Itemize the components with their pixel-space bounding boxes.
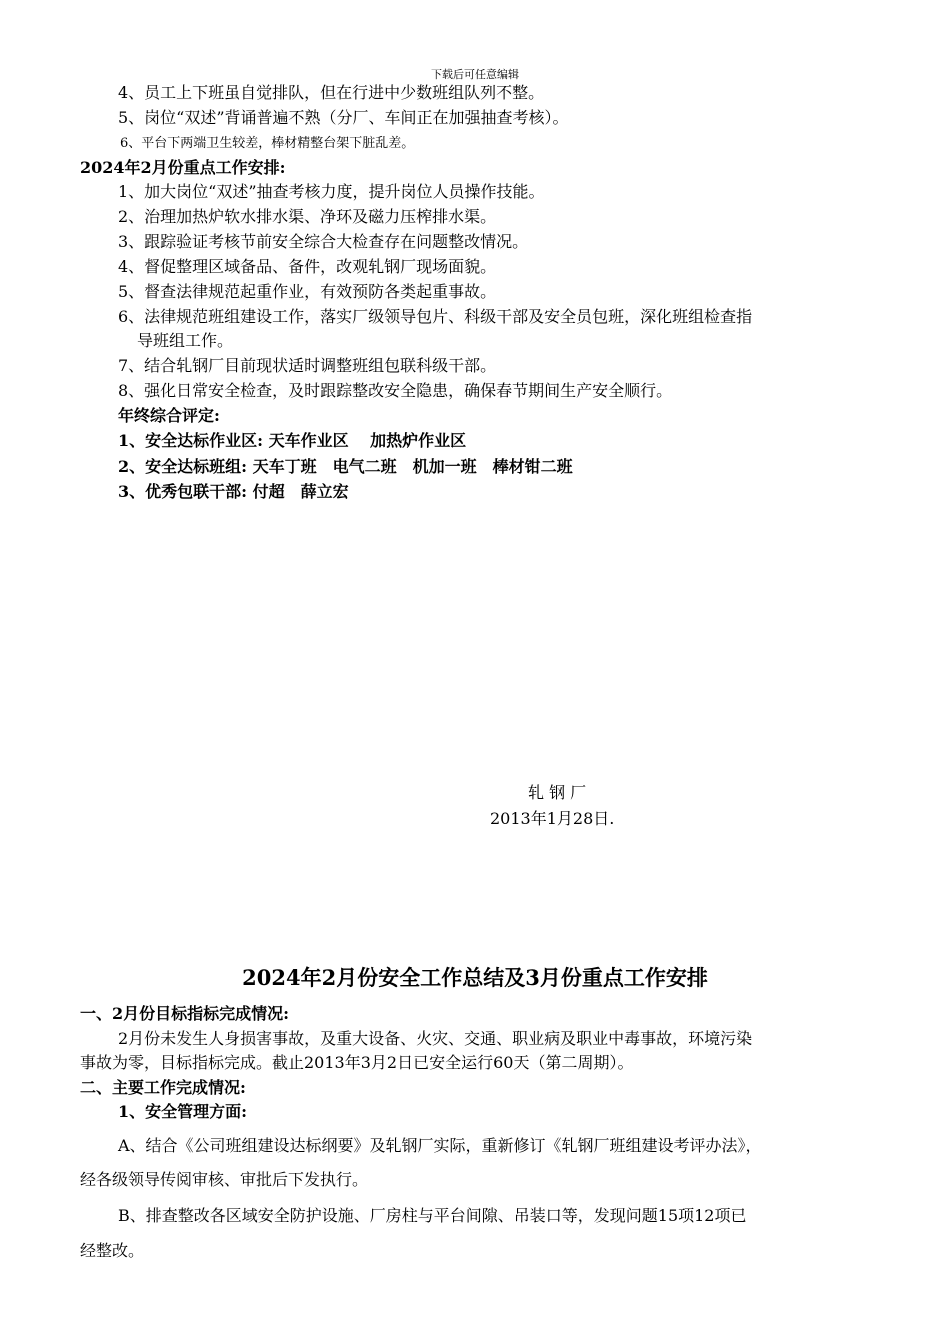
signature-date: 2013年1月28日. (490, 809, 615, 828)
section-heading: 一、2月份目标指标完成情况: (80, 1004, 290, 1023)
header-note: 下载后可任意编辑 (431, 68, 519, 81)
list-item: 4、员工上下班虽自觉排队，但在行进中少数班组队列不整。 (118, 83, 545, 102)
list-item: 1、安全达标作业区: 天车作业区 加热炉作业区 (118, 431, 467, 450)
paragraph-line: 经各级领导传阅审核、审批后下发执行。 (80, 1170, 369, 1189)
report-title: 2024年2月份安全工作总结及3月份重点工作安排 (242, 965, 708, 990)
list-item-continuation: 导班组工作。 (137, 331, 234, 350)
paragraph-line: 2月份未发生人身损害事故，及重大设备、火灾、交通、职业病及职业中毒事故，环境污染 (118, 1029, 753, 1048)
list-item: 5、岗位“双述”背诵普遍不熟（分厂、车间正在加强抽查考核）。 (118, 108, 569, 127)
paragraph-line: A、结合《公司班组建设达标纲要》及轧钢厂实际，重新修订《轧钢厂班组建设考评办法》， (118, 1136, 762, 1155)
section-heading: 二、主要工作完成情况: (80, 1078, 246, 1097)
section-heading: 年终综合评定: (118, 406, 220, 425)
section-heading: 2024年2月份重点工作安排: (80, 158, 286, 177)
list-item: 6、法律规范班组建设工作，落实厂级领导包片、科级干部及安全员包班，深化班组检查指 (118, 307, 753, 326)
list-item: 4、督促整理区域备品、备件，改观轧钢厂现场面貌。 (118, 257, 497, 276)
list-item: 8、强化日常安全检查，及时跟踪整改安全隐患，确保春节期间生产安全顺行。 (118, 381, 673, 400)
list-item: 5、督查法律规范起重作业，有效预防各类起重事故。 (118, 282, 497, 301)
paragraph-line: 事故为零，目标指标完成。截止2013年3月2日已安全运行60天（第二周期）。 (80, 1053, 634, 1072)
list-item: 6、平台下两端卫生较差，棒材精整台架下脏乱差。 (120, 136, 415, 151)
subsection-heading: 1、安全管理方面: (118, 1102, 248, 1121)
signature-org: 轧 钢 厂 (528, 783, 587, 802)
list-item: 2、安全达标班组: 天车丁班 电气二班 机加一班 棒材钳二班 (118, 457, 573, 476)
paragraph-line: 经整改。 (80, 1241, 145, 1260)
list-item: 3、优秀包联干部: 付超 薛立宏 (118, 482, 349, 501)
list-item: 7、结合轧钢厂目前现状适时调整班组包联科级干部。 (118, 356, 497, 375)
list-item: 3、跟踪验证考核节前安全综合大检查存在问题整改情况。 (118, 232, 529, 251)
list-item: 1、加大岗位“双述”抽查考核力度，提升岗位人员操作技能。 (118, 182, 545, 201)
paragraph-line: B、排查整改各区域安全防护设施、厂房柱与平台间隙、吊装口等，发现问题15项12项已 (118, 1206, 747, 1225)
list-item: 2、治理加热炉软水排水渠、净环及磁力压榨排水渠。 (118, 207, 497, 226)
